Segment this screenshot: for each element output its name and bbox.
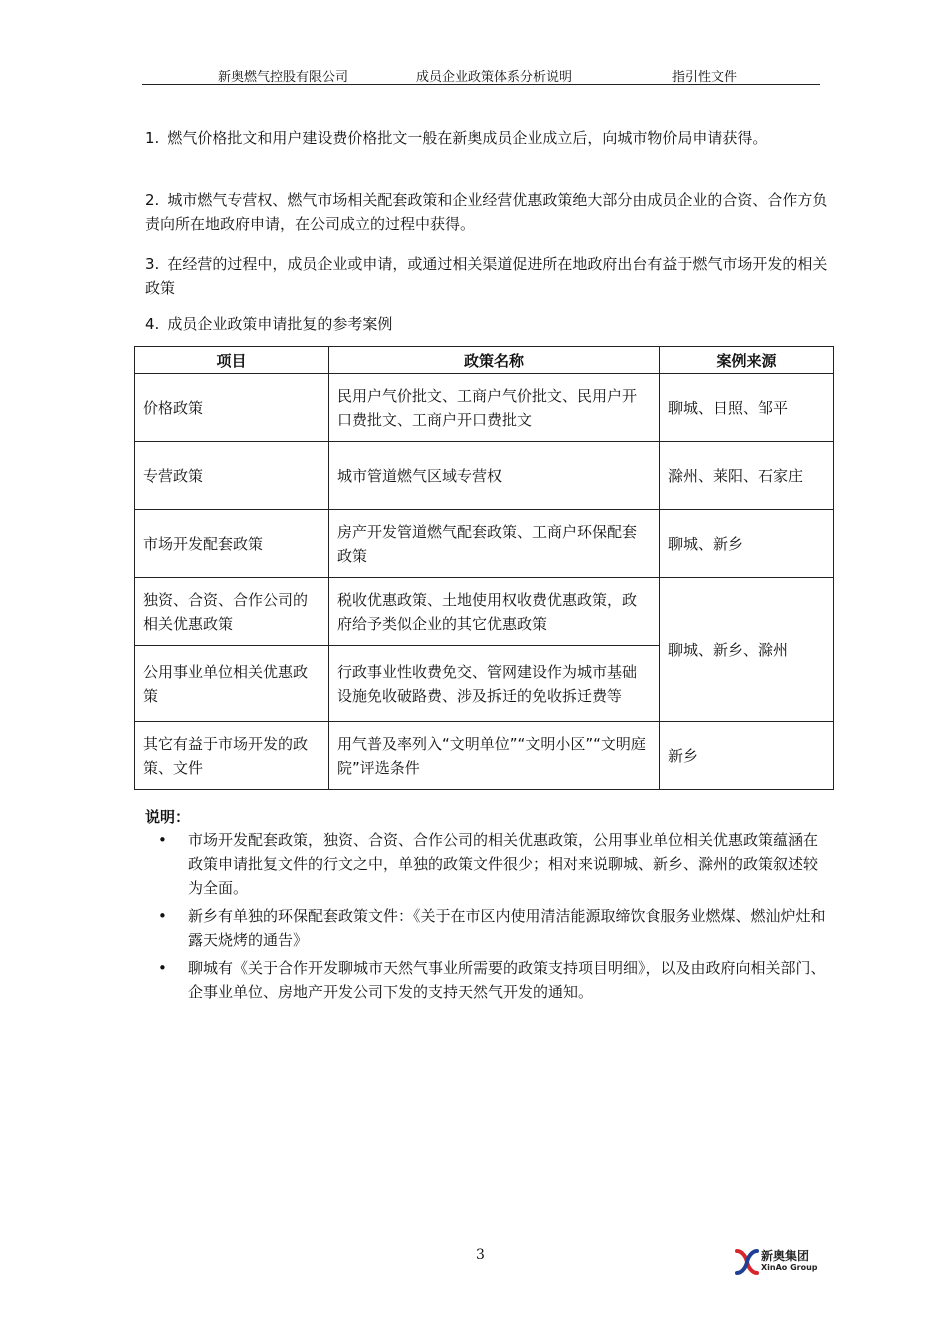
cell-source: 新乡	[660, 722, 834, 790]
note-text: 市场开发配套政策，独资、合资、合作公司的相关优惠政策，公用事业单位相关优惠政策蕴涵在政策申请批复文件的行文之中，单独的政策文件很少；相对来说聊城、新乡、滁州的政策叙述较为全面。	[188, 831, 819, 897]
logo-text-en: XinAo Group	[761, 1263, 818, 1272]
table-row	[135, 722, 834, 790]
table-row	[135, 578, 834, 646]
cell-item: 专营政策	[135, 442, 329, 510]
cell-item: 市场开发配套政策	[135, 510, 329, 578]
paragraph-4	[145, 312, 830, 336]
list-item	[158, 828, 828, 900]
note-text: 聊城有《关于合作开发聊城市天然气事业所需要的政策支持项目明细》，以及由政府向相关部门、企事业单位、房地产开发公司下发的支持天然气开发的通知。	[188, 959, 826, 1001]
page-number: 3	[476, 1247, 485, 1263]
paragraph-text: 城市燃气专营权、燃气市场相关配套政策和企业经营优惠政策绝大部分由成员企业的合资、合作方负责向所在地政府申请，在公司成立的过程中获得。	[145, 191, 828, 233]
paragraph-text: 燃气价格批文和用户建设费价格批文一般在新奥成员企业成立后，向城市物价局申请获得。	[167, 129, 768, 147]
paragraph-1	[145, 126, 830, 150]
page-header	[142, 66, 820, 85]
xinao-logo-icon	[734, 1247, 760, 1277]
column-header-source: 案例来源	[660, 347, 834, 374]
company-logo	[734, 1247, 824, 1277]
cell-policy: 用气普及率列入“文明单位”“文明小区”“文明庭院”评选条件	[329, 722, 660, 790]
list-item	[158, 956, 828, 1004]
table-row	[135, 374, 834, 442]
header-doc-type: 指引性文件	[672, 70, 738, 85]
cell-source: 聊城、新乡	[660, 510, 834, 578]
cell-source-merged: 聊城、新乡、滁州	[660, 578, 834, 722]
cell-policy: 城市管道燃气区域专营权	[329, 442, 660, 510]
paragraph-number: 1.	[145, 129, 160, 147]
table-header-row	[135, 347, 834, 374]
bullet-icon: •	[158, 831, 167, 849]
paragraph-number: 3.	[145, 255, 160, 273]
cell-item: 公用事业单位相关优惠政策	[135, 646, 329, 722]
list-item	[158, 904, 828, 952]
bullet-icon: •	[158, 907, 167, 925]
paragraph-text: 在经营的过程中，成员企业或申请，或通过相关渠道促进所在地政府出台有益于燃气市场开发的相关政策	[145, 255, 828, 297]
paragraph-number: 4.	[145, 315, 160, 333]
column-header-item: 项目	[135, 347, 329, 374]
cell-policy: 房产开发管道燃气配套政策、工商户环保配套政策	[329, 510, 660, 578]
bullet-icon: •	[158, 959, 167, 977]
cell-source: 聊城、日照、邹平	[660, 374, 834, 442]
table-row	[135, 510, 834, 578]
paragraph-2	[145, 188, 830, 236]
cell-source: 滁州、莱阳、石家庄	[660, 442, 834, 510]
cell-item: 价格政策	[135, 374, 329, 442]
policy-table	[134, 346, 834, 790]
column-header-policy: 政策名称	[329, 347, 660, 374]
cell-policy: 行政事业性收费免交、管网建设作为城市基础设施免收破路费、涉及拆迁的免收拆迁费等	[329, 646, 660, 722]
paragraph-3	[145, 252, 830, 300]
logo-text-cn: 新奥集团	[761, 1249, 810, 1263]
paragraph-text: 成员企业政策申请批复的参考案例	[167, 315, 393, 333]
notes-title: 说明：	[145, 808, 191, 826]
paragraph-number: 2.	[145, 191, 160, 209]
header-company: 新奥燃气控股有限公司	[218, 70, 349, 85]
cell-item: 其它有益于市场开发的政策、文件	[135, 722, 329, 790]
header-title: 成员企业政策体系分析说明	[416, 70, 573, 85]
notes-list	[158, 828, 828, 1008]
table-row	[135, 442, 834, 510]
cell-policy: 税收优惠政策、土地使用权收费优惠政策，政府给予类似企业的其它优惠政策	[329, 578, 660, 646]
cell-policy: 民用户气价批文、工商户气价批文、民用户开口费批文、工商户开口费批文	[329, 374, 660, 442]
cell-item: 独资、合资、合作公司的相关优惠政策	[135, 578, 329, 646]
note-text: 新乡有单独的环保配套政策文件：《关于在市区内使用清洁能源取缔饮食服务业燃煤、燃汕炉灶和露天烧烤的通告》	[188, 907, 826, 949]
